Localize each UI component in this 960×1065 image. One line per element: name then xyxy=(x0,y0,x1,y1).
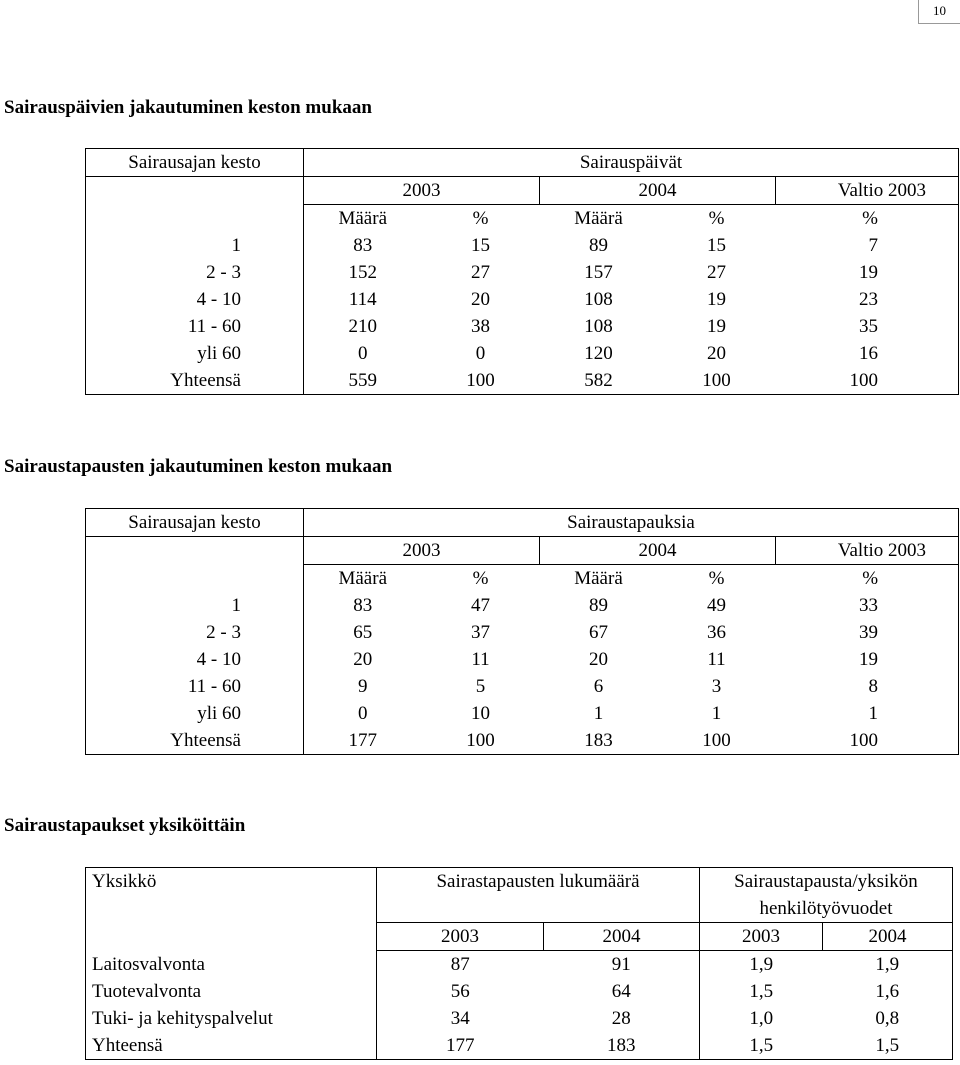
cell: 0 xyxy=(358,703,368,724)
cell: 100 xyxy=(849,730,879,751)
cell: 177 xyxy=(348,730,377,751)
cell: 177 xyxy=(446,1035,475,1056)
cell: 15 xyxy=(707,235,726,256)
table-row xyxy=(86,592,959,619)
cell: 39 xyxy=(859,622,879,643)
cell: 20 xyxy=(353,649,373,670)
cell: 100 xyxy=(702,730,731,751)
cell: 100 xyxy=(702,370,731,391)
cell: 20 xyxy=(589,649,608,670)
cell: 11 xyxy=(471,649,490,670)
cell: 1 xyxy=(593,703,604,724)
table-row xyxy=(86,951,953,979)
table-row xyxy=(86,1005,953,1032)
cell: 19 xyxy=(859,262,878,283)
row-label: Yhteensä xyxy=(86,727,304,755)
cell: 91 xyxy=(544,951,700,979)
cell: 37 xyxy=(471,622,490,643)
subheader: Määrä xyxy=(574,208,623,229)
year-header: 2004 xyxy=(540,537,776,565)
subheader: Määrä xyxy=(338,568,388,589)
duration-header: Sairausajan kesto xyxy=(86,149,304,177)
cell: 0 xyxy=(475,343,486,364)
cell: 100 xyxy=(466,730,495,751)
cell: 27 xyxy=(471,262,490,283)
table-row xyxy=(86,340,959,367)
subheader: % xyxy=(472,208,489,229)
table3-title: Sairaustapaukset yksiköittäin xyxy=(4,815,246,836)
cell: 27 xyxy=(707,262,726,283)
row-label: yli 60 xyxy=(86,700,304,727)
year-header: 2004 xyxy=(823,923,953,951)
cell: 559 xyxy=(348,370,377,391)
table-row xyxy=(86,700,959,727)
year-header: 2003 xyxy=(304,177,540,205)
cell: 36 xyxy=(707,622,726,643)
cell: 56 xyxy=(450,981,470,1002)
page-number: 10 xyxy=(918,0,960,24)
cases-per-person-year-header: Sairaustapausta/yksikön henkilötyövuodet xyxy=(734,871,918,919)
table-row xyxy=(86,259,959,286)
cell: 100 xyxy=(466,370,495,391)
cell: 19 xyxy=(707,289,726,310)
table-row xyxy=(86,978,953,1005)
sick-cases-table xyxy=(85,508,959,755)
row-label: 1 xyxy=(86,592,304,619)
cell: 0,8 xyxy=(875,1008,900,1029)
row-label: Yhteensä xyxy=(86,367,304,395)
cell: 10 xyxy=(471,703,490,724)
cell: 1,5 xyxy=(749,981,774,1002)
cell: 1,9 xyxy=(875,954,900,975)
table-row xyxy=(86,673,959,700)
cell: 34 xyxy=(450,1008,470,1029)
cell: 19 xyxy=(859,649,879,670)
cell: 23 xyxy=(859,289,878,310)
table-row xyxy=(86,313,959,340)
table-row xyxy=(86,232,959,259)
table-row xyxy=(86,367,959,395)
table-row xyxy=(86,286,959,313)
year-header: 2004 xyxy=(544,923,700,951)
cell: 582 xyxy=(584,370,613,391)
cell: 1,5 xyxy=(875,1035,900,1056)
cell: 120 xyxy=(584,343,613,364)
cell: 0 xyxy=(358,343,368,364)
sick-days-table xyxy=(85,148,959,395)
table-row xyxy=(86,727,959,755)
duration-header: Sairausajan kesto xyxy=(86,509,304,537)
cell: 183 xyxy=(584,730,613,751)
cell: 89 xyxy=(589,235,608,256)
cell: 108 xyxy=(584,289,613,310)
cell: 89 xyxy=(589,595,608,616)
table2-title: Sairaustapausten jakautuminen keston mukaan xyxy=(4,456,393,477)
cell: 19 xyxy=(707,316,726,337)
year-header: 2004 xyxy=(540,177,776,205)
cell: 1,5 xyxy=(749,1035,774,1056)
table1-title: Sairauspäivien jakautuminen keston mukaan xyxy=(4,97,372,118)
cell: 35 xyxy=(859,316,878,337)
cell: 20 xyxy=(471,289,490,310)
row-label: 2 - 3 xyxy=(86,259,304,286)
cell: 1,9 xyxy=(749,954,774,975)
year-header: 2003 xyxy=(304,537,540,565)
unit-label: Tuotevalvonta xyxy=(86,978,377,1005)
cell: 49 xyxy=(707,595,726,616)
row-label: 4 - 10 xyxy=(86,286,304,313)
cell: 15 xyxy=(471,235,490,256)
cell: 20 xyxy=(707,343,726,364)
cell: 65 xyxy=(353,622,373,643)
table-row xyxy=(86,1032,953,1060)
cell: 8 xyxy=(868,676,879,697)
cell: 16 xyxy=(859,343,878,364)
cell: 1,0 xyxy=(749,1008,774,1029)
cell: 114 xyxy=(348,289,377,310)
cell: 33 xyxy=(859,595,879,616)
cell: 1,6 xyxy=(875,981,900,1002)
row-label: 11 - 60 xyxy=(86,313,304,340)
cell: 47 xyxy=(471,595,490,616)
cell: 152 xyxy=(348,262,377,283)
cell: 5 xyxy=(475,676,486,697)
subheader: % xyxy=(862,568,879,589)
cell: 1 xyxy=(711,703,722,724)
cell: 157 xyxy=(584,262,613,283)
cell: 83 xyxy=(353,595,373,616)
cell: 6 xyxy=(593,676,604,697)
row-label: 1 xyxy=(86,232,304,259)
subheader: % xyxy=(708,568,725,589)
cell: 183 xyxy=(544,1032,700,1060)
unit-label: Yhteensä xyxy=(86,1032,377,1060)
unit-label: Tuki- ja kehityspalvelut xyxy=(86,1005,377,1032)
cell: 100 xyxy=(849,370,878,391)
cases-by-unit-table xyxy=(85,867,953,1060)
subheader: % xyxy=(708,208,725,229)
row-label: 2 - 3 xyxy=(86,619,304,646)
subheader: % xyxy=(862,208,878,229)
cell: 11 xyxy=(707,649,726,670)
cell: 210 xyxy=(348,316,377,337)
year-header: 2003 xyxy=(377,923,544,951)
group-header: Sairauspäivät xyxy=(304,149,959,177)
row-label: 4 - 10 xyxy=(86,646,304,673)
cell: 7 xyxy=(868,235,878,256)
year-header: 2003 xyxy=(700,923,823,951)
cell: 38 xyxy=(471,316,490,337)
subheader: % xyxy=(472,568,489,589)
year-header: Valtio 2003 xyxy=(776,177,959,205)
case-count-header: Sairastapausten lukumäärä xyxy=(377,868,700,923)
group-header: Sairaustapauksia xyxy=(304,509,959,537)
year-header: Valtio 2003 xyxy=(776,537,959,565)
unit-label: Laitosvalvonta xyxy=(86,951,377,979)
cell: 1 xyxy=(868,703,879,724)
cell: 83 xyxy=(353,235,373,256)
cell: 67 xyxy=(589,622,608,643)
table-row xyxy=(86,619,959,646)
cell: 108 xyxy=(584,316,613,337)
cell: 9 xyxy=(358,676,368,697)
cell: 87 xyxy=(450,954,470,975)
cell: 3 xyxy=(711,676,722,697)
row-label: 11 - 60 xyxy=(86,673,304,700)
cell: 28 xyxy=(544,1005,700,1032)
subheader: Määrä xyxy=(574,568,623,589)
row-label: yli 60 xyxy=(86,340,304,367)
subheader: Määrä xyxy=(338,208,388,229)
table-row xyxy=(86,646,959,673)
cell: 64 xyxy=(544,978,700,1005)
unit-header: Yksikkö xyxy=(86,868,377,923)
